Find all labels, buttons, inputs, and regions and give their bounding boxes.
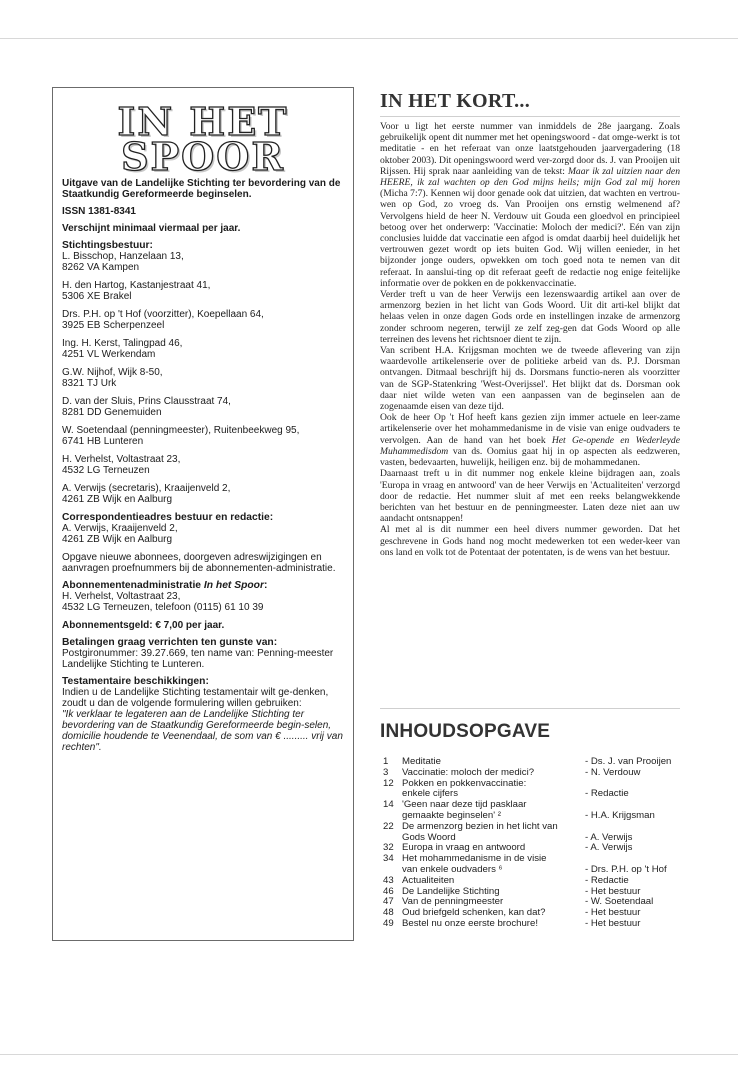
toc-entry-title: Vaccinatie: moloch der medici?	[402, 766, 535, 778]
magazine-logo	[62, 99, 344, 179]
toc-author: - Het bestuur	[585, 885, 641, 897]
toc-page-number: 47	[383, 896, 394, 908]
kort-body	[380, 121, 680, 558]
board-member	[62, 483, 344, 505]
board-member-line: G.W. Nijhof, Wijk 8-50,	[62, 367, 163, 378]
payment-text: Postgironummer: 39.27.669, ten name van: Penning-meester Landelijke Stichting te Lunteren.	[62, 648, 334, 670]
toc-page-number: 34	[383, 853, 394, 865]
testament-text: Indien u de Landelijke Stichting testamentair wilt ge-denken, zoudt u dan de volgende formulering willen gebruiken:	[62, 687, 329, 709]
admin-line: 4532 LG Terneuzen, telefoon (0115) 61 10 39	[62, 602, 264, 613]
toc-page-number: 32	[383, 842, 394, 854]
toc-entry-title: Het mohammedanisme in de visie	[402, 853, 547, 865]
toc-row	[380, 876, 682, 887]
board-member-line: D. van der Sluis, Prins Clausstraat 74,	[62, 396, 231, 407]
board-member-line: 3925 EB Scherpenzeel	[62, 320, 165, 331]
toc-title: INHOUDSOPGAVE	[380, 721, 551, 742]
toc-author: - Drs. P.H. op 't Hof	[585, 863, 667, 875]
board-member-line: 4532 LG Terneuzen	[62, 465, 150, 476]
bottom-divider	[0, 1054, 738, 1055]
correspondence-heading: Correspondentieadres bestuur en redactie:	[62, 512, 274, 523]
board-member-line: 6741 HB Lunteren	[62, 436, 144, 447]
toc-entry-title: Pokken en pokkenvaccinatie:	[402, 777, 527, 789]
toc-entry-title: Europa in vraag en antwoord	[402, 842, 526, 854]
board-member	[62, 454, 344, 476]
issn: ISSN 1381-8341	[62, 206, 136, 217]
board-member	[62, 309, 344, 331]
toc-page-number: 12	[383, 777, 394, 789]
subscribe-text: Opgave nieuwe abonnees, doorgeven adreswijzigingen en aanvragen proefnummers bij de abonnementen-administratie.	[62, 552, 336, 574]
kort-title: IN HET KORT...	[380, 90, 531, 112]
toc-page-number: 22	[383, 820, 394, 832]
board-member	[62, 425, 344, 447]
toc-entry-title: Van de penningmeester	[402, 896, 504, 908]
logo-line-2: SPOOR	[121, 134, 285, 179]
board-heading: Stichtingsbestuur:	[62, 240, 153, 251]
kort-paragraph: Van scribent H.A. Krijgsman mochten we de tweede aflevering van zijn waardevolle artikelenserie over de politieke arbeid van ds. P.J. Dorsman ontvangen. Ditmaal beschrijft hij ds. Dorsmans functio-neren als voorzitter van de SGP-Statenkring 'West-Overijssel'. Het blijkt dat ds. Dorsman ook daar niet wilde weten van een aanpassen van de beginselen aan de zogenaamde eisen van deze tijd.	[380, 345, 680, 413]
toc-entry-title: De armenzorg bezien in het licht van	[402, 820, 558, 832]
toc-author: - H.A. Krijgsman	[585, 809, 655, 821]
toc-author: - A. Verwijs	[585, 842, 633, 854]
admin-line: H. Verhelst, Voltastraat 23,	[62, 591, 181, 602]
board-member-line: A. Verwijs (secretaris), Kraaijenveld 2,	[62, 483, 231, 494]
board-member-line: L. Bisschop, Hanzelaan 13,	[62, 251, 184, 262]
board-member	[62, 251, 344, 273]
toc-entry-title: Meditatie	[402, 756, 441, 767]
toc-author: - Redactie	[585, 874, 629, 886]
toc-entry-title: De Landelijke Stichting	[402, 885, 500, 897]
toc-author: - N. Verdouw	[585, 766, 641, 778]
toc-page-number: 3	[383, 766, 389, 778]
toc-entry-title: 'Geen naar deze tijd pasklaar	[402, 799, 527, 811]
board-member	[62, 367, 344, 389]
board-list	[62, 251, 344, 505]
section-divider	[380, 708, 680, 709]
kort-title-rule	[380, 116, 680, 117]
toc-entry-title: Actualiteiten	[402, 874, 455, 886]
toc-page-number: 14	[383, 799, 394, 811]
toc-author: - W. Soetendaal	[585, 896, 654, 908]
colophon-box	[52, 87, 354, 941]
toc-author: - A. Verwijs	[585, 831, 633, 843]
board-member-line: 5306 XE Brakel	[62, 291, 132, 302]
toc-row	[380, 822, 682, 833]
testament-quote: "Ik verklaar te legateren aan de Landelijke Stichting ter bevordering van de Staatkundig Gereformeerde begin-selen, domicilie houdende te Veenendaal, de som van € ......... vrij van rechten".	[62, 709, 343, 753]
frequency: Verschijnt minimaal viermaal per jaar.	[62, 223, 241, 234]
toc-entry-title: Gods Woord	[402, 831, 456, 843]
toc-author	[585, 822, 682, 833]
board-member-line: Ing. H. Kerst, Talingpad 46,	[62, 338, 183, 349]
correspondence-line: A. Verwijs, Kraaijenveld 2,	[62, 523, 178, 534]
toc-author: - Het bestuur	[585, 907, 641, 919]
testament-heading: Testamentaire beschikkingen:	[62, 676, 209, 687]
board-member-line: 8262 VA Kampen	[62, 262, 140, 273]
board-member	[62, 338, 344, 360]
board-member	[62, 396, 344, 418]
kort-paragraph: Ook de heer Op 't Hof heeft kans gezien zijn immer actuele en leer-zame artikelenserie over het mohammedanisme in de visie van enige oudvaders te vervolgen. Aan de hand van het boek Het Ge-opende en Wederleyde Muhammedisdom van ds. Oomius gaat hij in op aspecten als eedzweren, vasten, bedevaarten, huwelijk, heiligen enz. bij de mohammedanen.	[380, 412, 680, 469]
subscription-fee: Abonnementsgeld: € 7,00 per jaar.	[62, 620, 225, 631]
toc-author: - Redactie	[585, 788, 629, 800]
board-member-line: 8281 DD Genemuiden	[62, 407, 162, 418]
admin-heading: Abonnementenadministratie In het Spoor:	[62, 580, 268, 591]
board-member-line: H. Verhelst, Voltastraat 23,	[62, 454, 181, 465]
toc-entry-title: gemaakte beginselen' ²	[402, 809, 501, 821]
toc-page-number: 49	[383, 917, 394, 929]
board-member-line: Drs. P.H. op 't Hof (voorzitter), Koepellaan 64,	[62, 309, 264, 320]
top-divider	[0, 38, 738, 39]
board-member-line: W. Soetendaal (penningmeester), Ruitenbeekweg 95,	[62, 425, 300, 436]
kort-paragraph: Al met al is dit nummer een heel divers nummer geworden. Dat het geschrevene in Gods hand nog mocht medewerken tot een weder-keer van ons land en volk tot de Potentaat der potentaten, is de wens van het bestuur.	[380, 524, 680, 558]
board-member-line: 8321 TJ Urk	[62, 378, 117, 389]
toc-page-number: 46	[383, 885, 394, 897]
board-member-line: 4251 VL Werkendam	[62, 349, 156, 360]
toc-entry-title: van enkele oudvaders ⁶	[402, 863, 503, 875]
board-member-line: H. den Hartog, Kastanjestraat 41,	[62, 280, 211, 291]
toc-page-number: 43	[383, 874, 394, 886]
toc-author: - Het bestuur	[585, 917, 641, 929]
toc-row	[380, 919, 682, 930]
toc-entry-title: Oud briefgeld schenken, kan dat?	[402, 907, 546, 919]
toc-page-number: 48	[383, 907, 394, 919]
correspondence-line: 4261 ZB Wijk en Aalburg	[62, 534, 173, 545]
logo-line-1: IN HET	[117, 99, 289, 144]
kort-paragraph: Verder treft u van de heer Verwijs een lezenswaardig artikel aan over de armenzorg bezien in het licht van Gods Woord. Uit dit arti-kel blijkt dat helaas velen in onze dagen Gods orde en instellingen inzake de armenzorg zonder schroom negeren, terwijl ze zelf zeg-gen dat Gods Woord op alle terreinen des levens het richtsnoer dient te zijn.	[380, 289, 680, 345]
board-member	[62, 280, 344, 302]
kort-paragraph: Voor u ligt het eerste nummer van inmiddels de 28e jaargang. Zoals gebruikelijk opent dit nummer met het openingswoord - dat omge-werkt is tot meditatie - en het referaat van onze laatstgehouden jaarvergadering (18 oktober 2003). Dit openingswoord werd ver-zorgd door ds. J. van Prooijen uit Rijssen. Hij sprak naar aanleiding van de tekst: Maar ik zal uitzien naar den HEERE, ik zal wachten op den God mijns heils; mijn God zal mij horen (Micha 7:7). Kennen wij door genade ook dat uitzien, dat wachten en vertrou-wen op God, zo vroeg ds. Van Prooijen ons ernstig welmenend af? Vervolgens hield de heer N. Verdouw uit Gouda een gloedvol en principieel betoog over het onderwerp: 'Vaccinatie: Moloch der medici?'. Eén van zijn conclusies luidde dat vaccinatie een afgod is omdat daarbij heel duidelijk het vertrouwen gezet wordt op iets buiten God. Wij willen eenieder, in het bijzonder jonge ouders, opwekken om toch goed nota te nemen van dit referaat. In aanslui-ting op dit referaat geeft de redactie nog enige feitelijke informatie over de pokken en de pokkenvaccinatie.	[380, 121, 680, 289]
publisher-text: Uitgave van de Landelijke Stichting ter bevordering van de Staatkundig Gereformeerde beginselen.	[62, 178, 341, 200]
board-member-line: 4261 ZB Wijk en Aalburg	[62, 494, 173, 505]
toc-entry-title: Bestel nu onze eerste brochure!	[402, 917, 538, 929]
toc-page-number: 1	[383, 756, 389, 767]
payment-heading: Betalingen graag verrichten ten gunste van:	[62, 637, 278, 648]
table-of-contents	[380, 757, 682, 930]
toc-entry-title: enkele cijfers	[402, 788, 458, 800]
toc-row	[380, 768, 682, 779]
toc-author: - Ds. J. van Prooijen	[585, 756, 672, 767]
kort-paragraph: Daarnaast treft u in dit nummer nog enkele kleine bijdragen aan, zoals 'Europa in vraag en antwoord' van de heer Verwijs en 'Actualiteiten' verzorgd door de redactie. Het nummer sluit af met een reeks belangwekkende berichten van het bestuur en de penningmeester. Laten deze niet aan uw aandacht ontsnappen!	[380, 468, 680, 525]
